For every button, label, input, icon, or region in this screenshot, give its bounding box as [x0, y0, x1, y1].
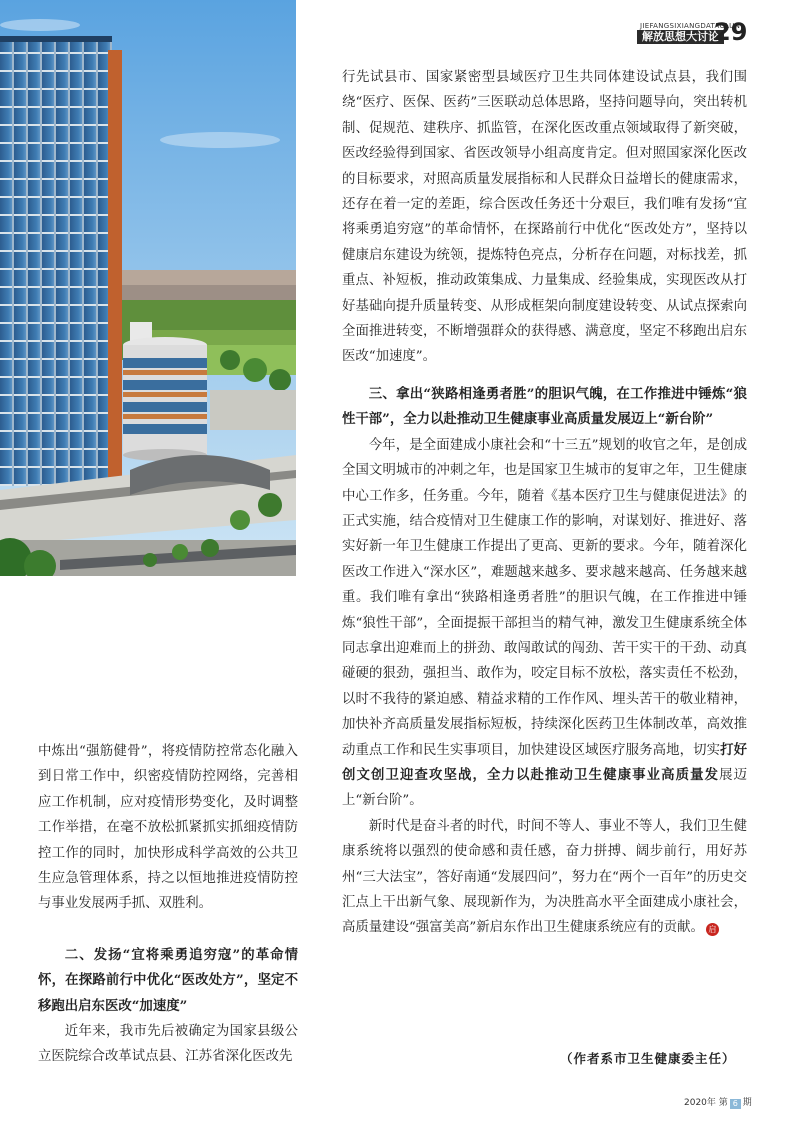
paragraph: 近年来，我市先后被确定为国家县级公立医院综合改革试点县、江苏省深化医改先	[38, 1024, 298, 1065]
section-heading-2: 二、发扬“宜将乘勇追穷寇”的革命情怀，在探路前行中优化“医改处方”，坚定不移跑出启东医改“加速度”	[38, 946, 298, 1014]
header-pinyin: JIEFANGSIXIANGDATAOLUN	[640, 22, 741, 30]
right-text-column	[342, 65, 747, 941]
paragraph: 中炼出“强筋健骨”，将疫情防控常态化融入到日常工作中，织密疫情防控网络，完善相应工作机制，应对疫情形势变化，及时调整工作举措，在毫不放松抓紧抓实抓细疫情防控工作的同时，加快形成科学高效的公共卫生应急管理体系，持之以恒地推进疫情防控与事业发展两手抓、双胜利。	[38, 744, 298, 912]
end-mark-icon: 启	[706, 923, 719, 936]
paragraph	[342, 433, 747, 814]
page-number: 29	[714, 18, 748, 46]
paragraph-text: 今年，是全面建成小康社会和“十三五”规划的收官之年，是创成全国文明城市的冲刺之年，也是国家卫生城市的复审之年，卫生健康中心工作多，任务重。今年，随着《基本医疗卫生与健康促进法》的正式实施，结合疫情对卫生健康工作的影响，对谋划好、推进好、落实好新一年卫生健康工作提出了更高、更新的要求。今年，随着深化医改工作进入“深水区”，难题越来越多、要求越来越高、任务越来越重。我们唯有拿出“狭路相逢勇者胜”的胆识气魄，在工作推进中锤炼“狼性干部”，全面提振干部担当的精气神，激发卫生健康系统全体同志拿出迎难而上的拼劲、敢闯敢试的闯劲、苦干实干的干劲、动真碰硬的狠劲，强担当、敢作为，咬定目标不放松，落实责任不松劲，以时不我待的紧迫感、精益求精的工作作风、埋头苦干的敬业精神，加快补齐高质量发展指标短板，持续深化医药卫生体制改革，高效推动重点工作和民生实事项目，加快建设区域医疗服务高地，切实	[342, 437, 747, 758]
author-note: （作者系市卫生健康委主任）	[560, 1051, 736, 1066]
footer-di: 第	[718, 1098, 728, 1108]
paragraph	[342, 814, 747, 941]
paragraph-text: 新时代是奋斗者的时代，时间不等人、事业不等人，我们卫生健康系统将以强烈的使命感和责任感，奋力拼搏、阔步前行，用好苏州“三大法宝”，答好南通“发展四问”，努力在“两个一百年”的历史交汇点上干出新气象、展现新作为，为决胜高水平全面建成小康社会，高质量建设“强富美高”新启东作出卫生健康系统应有的贡献。	[342, 818, 747, 936]
paragraph-bold-text: 打好创文创卫迎查攻坚战，全力以赴推动卫生健康事业高质量发	[342, 741, 748, 783]
paragraph-tail: 展迈上“新台阶”。	[342, 767, 748, 809]
left-text-column	[38, 739, 298, 1070]
issue-footer	[684, 1095, 752, 1109]
header-column-badge: 解放思想大讨论	[637, 30, 724, 44]
footer-year: 2020年	[684, 1098, 716, 1108]
hospital-building-photo	[0, 0, 296, 576]
issue-number-badge: 6	[730, 1099, 741, 1109]
section-heading-3: 三、拿出“狭路相逢勇者胜”的胆识气魄，在工作推进中锤炼“狼性干部”，全力以赴推动卫生健康事业高质量发展迈上“新台阶”	[342, 385, 747, 428]
paragraph: 行先试县市、国家紧密型县域医疗卫生共同体建设试点县，我们围绕“医疗、医保、医药”三医联动总体思路，坚持问题导向，突出转机制、促规范、建秩序、抓监管，在深化医改重点领域取得了新突破，医改经验得到国家、省医改领导小组高度肯定。但对照国家深化医改的目标要求，对照高质量发展指标和人民群众日益增长的健康需求，还存在着一定的差距，综合医改任务还十分艰巨，我们唯有发扬“宜将乘勇追穷寇”的革命情怀，在探路前行中优化“医改处方”，坚持以健康启东建设为统领，提炼特色亮点，分析存在问题，对标找差，抓重点、补短板，推动政策集成、力量集成、经验集成，实现医改从打好基础向提升质量转变、从形成框架向制度建设转变、从试点探索向全面推进转变，不断增强群众的获得感、满意度，坚定不移跑出启东医改“加速度”。	[342, 70, 747, 365]
footer-qi: 期	[742, 1098, 752, 1108]
